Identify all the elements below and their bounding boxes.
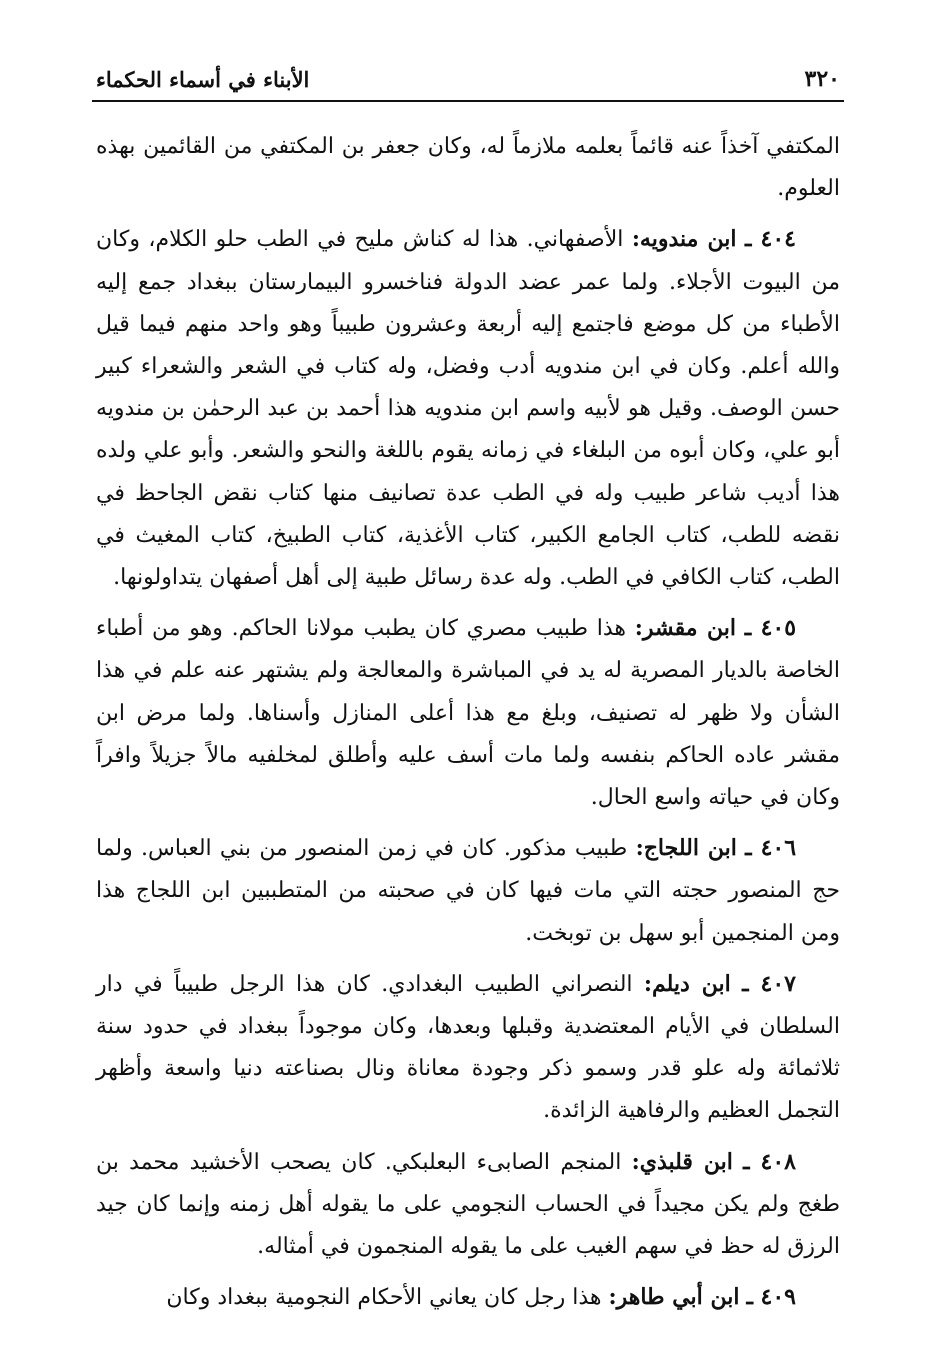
- page-number: ٣٢٠: [804, 66, 840, 92]
- entry-text: طبيب مذكور. كان في زمن المنصور من بني العباس. ولما حج المنصور حجته التي مات فيها كان في صحبته من المتطببين ابن اللجاج هذا ومن المنجمين أبو سهل بن توبخت.: [96, 836, 840, 946]
- entry-name: ابن مقشر:: [634, 615, 736, 642]
- entry-name: ابن مندويه:: [631, 226, 737, 253]
- entry-number: ٤٠٦ ـ: [745, 835, 797, 862]
- body-text: [96, 126, 840, 1327]
- entry-text: الأصفهاني. هذا له كناش مليح في الطب حلو الكلام، وكان من البيوت الأجلاء. ولما عمر عضد الدولة فناخسرو البيمارستان ببغداد جمع إليه الأطباء من كل موضع فاجتمع إليه أربعة وعشرون طبيباً وهو واحد منهم فيما قيل والله أعلم. وكان في ابن مندويه أدب وفضل، وله كتاب في الشعر والشعراء كبير حسن الوصف. وقيل هو لأبيه واسم ابن مندويه هذا أحمد بن عبد الرحمٰن بن مندويه أبو علي، وكان أبوه من البلغاء في زمانه يقوم باللغة والنحو والشعر. وأبو علي ولده هذا أديب شاعر طبيب وله في الطب عدة تصانيف منها كتاب نقض الجاحظ في نقضه للطب، كتاب الجامع الكبير، كتاب الأغذية، كتاب الطبيخ، كتاب المغيث في الطب، كتاب الكافي في الطب. وله عدة رسائل طبية إلى أهل أصفهان يتداولونها.: [96, 227, 840, 591]
- entry-text: هذا رجل كان يعاني الأحكام النجومية ببغداد وكان: [166, 1285, 602, 1311]
- entry-404: [96, 218, 840, 599]
- entry-text: هذا طبيب مصري كان يطبب مولانا الحاكم. وهو من أطباء الخاصة بالديار المصرية له يد في المباشرة والمعالجة ولم يشتهر عنه علم في هذا الشأن ولا ظهر له تصنيف، وبلغ مع هذا أعلى المنازل وأسناها. ولما مرض ابن مقشر عاده الحاكم بنفسه ولما مات أسف عليه وأطلق لمخلفيه مالاً جزيلاً وافراً وكان في حياته واسع الحال.: [96, 616, 840, 811]
- entry-405: [96, 607, 840, 819]
- entry-406: [96, 827, 840, 955]
- page-header: [96, 62, 840, 96]
- entry-name: ابن أبي طاهر:: [608, 1284, 740, 1311]
- entry-409: [96, 1276, 840, 1319]
- entry-text: المنجم الصابىء البعلبكي. كان يصحب الأخشيد محمد بن طغج ولم يكن مجيداً في الحساب النجومي على ما يقوله أهل زمنه وإنما كان جيد الرزق له حظ في سهم الغيب على ما يقوله المنجمون في أمثاله.: [96, 1149, 840, 1260]
- entry-name: ابن ديلم:: [643, 970, 731, 997]
- entry-name: ابن اللجاج:: [635, 835, 737, 862]
- entry-408: [96, 1141, 840, 1269]
- entry-number: ٤٠٩ ـ: [746, 1284, 796, 1311]
- running-title: الأبناء في أسماء الحكماء: [96, 66, 310, 92]
- entry-text: النصراني الطبيب البغدادي. كان هذا الرجل طبيباً في دار السلطان في الأيام المعتضدية وقبلها وبعدها، وكان موجوداً ببغداد في حدود سنة ثلاثمائة وله علو قدر وسمو ذكر وجودة معاناة ونال بصناعته دنيا واسعة وأظهر التجمل العظيم والرفاهية الزائدة.: [96, 971, 840, 1124]
- entry-number: ٤٠٨ ـ: [743, 1148, 796, 1175]
- entry-name: ابن قلبذي:: [631, 1148, 733, 1175]
- entry-number: ٤٠٧ ـ: [742, 970, 796, 997]
- intro-paragraph: المكتفي آخذاً عنه قائماً بعلمه ملازماً له، وكان جعفر بن المكتفي من القائمين بهذه العلوم.: [96, 134, 840, 202]
- header-rule: [92, 100, 844, 102]
- entry-number: ٤٠٤ ـ: [744, 226, 796, 253]
- entry-407: [96, 963, 840, 1133]
- entry-number: ٤٠٥ ـ: [744, 615, 797, 642]
